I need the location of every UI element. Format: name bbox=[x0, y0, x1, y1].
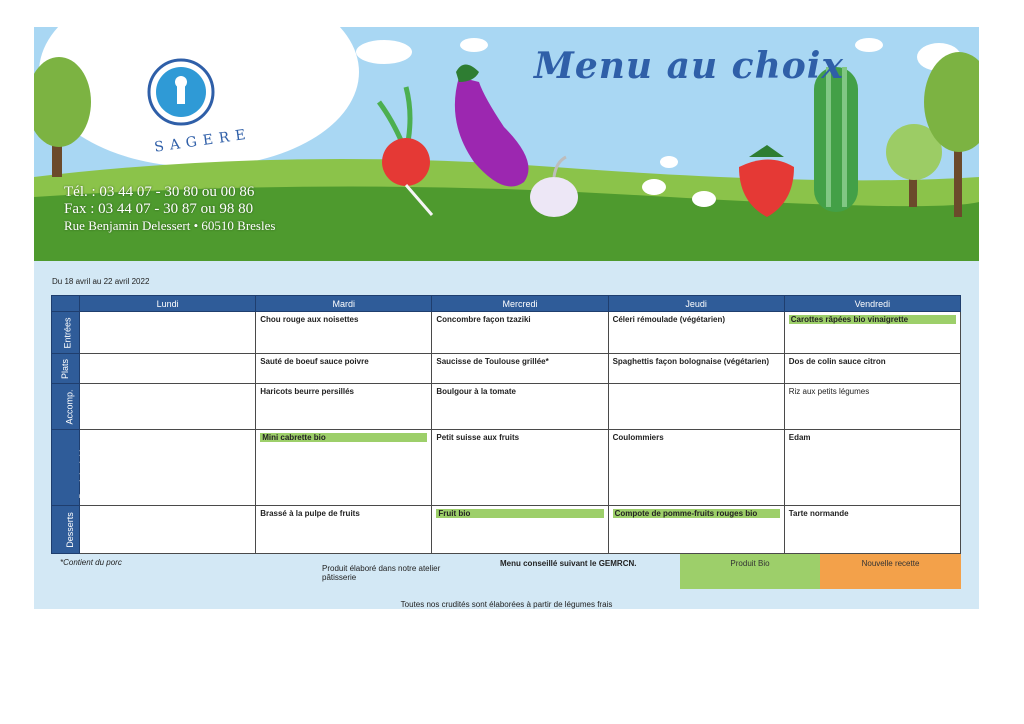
menu-cell: Céleri rémoulade (végétarien) bbox=[608, 312, 784, 354]
menu-cell: Saucisse de Toulouse grillée* bbox=[432, 354, 608, 384]
gemrcn-note: Menu conseillé suivant le GEMRCN. bbox=[500, 559, 637, 568]
legend-new-recipe: Nouvelle recette bbox=[820, 554, 961, 589]
menu-cell: Compote de pomme-fruits rouges bio bbox=[608, 506, 784, 554]
menu-cell bbox=[80, 354, 256, 384]
table-row bbox=[52, 354, 961, 384]
menu-cell bbox=[608, 384, 784, 430]
day-header-row bbox=[52, 296, 961, 312]
menu-cell: Tarte normande bbox=[784, 506, 960, 554]
menu-cell: Fruit bio bbox=[432, 506, 608, 554]
logo-name: SAGERE bbox=[153, 126, 253, 156]
menu-cell: Sauté de boeuf sauce poivre bbox=[256, 354, 432, 384]
row-label: Accomp. bbox=[52, 384, 80, 430]
menu-cell bbox=[80, 384, 256, 430]
page-title: Menu au choix bbox=[534, 45, 844, 87]
day-header: Mardi bbox=[256, 296, 432, 312]
day-header: Vendredi bbox=[784, 296, 960, 312]
menu-cell bbox=[80, 430, 256, 506]
table-row bbox=[52, 506, 961, 554]
legend-bio: Produit Bio bbox=[680, 554, 820, 589]
table-row bbox=[52, 430, 961, 506]
corner-cell bbox=[52, 296, 80, 312]
menu-cell: Boulgour à la tomate bbox=[432, 384, 608, 430]
menu-cell: Edam bbox=[784, 430, 960, 506]
fax-number: Fax : 03 44 07 - 30 87 ou 98 80 bbox=[64, 201, 254, 217]
patisserie-note: Produit élaboré dans notre atelier pâtisserie bbox=[322, 564, 441, 582]
table-row bbox=[52, 312, 961, 354]
phone-number: Tél. : 03 44 07 - 30 80 ou 00 86 bbox=[64, 184, 255, 200]
menu-cell: Chou rouge aux noisettes bbox=[256, 312, 432, 354]
day-header: Lundi bbox=[80, 296, 256, 312]
pork-note: *Contient du porc bbox=[60, 558, 122, 567]
menu-cell: Dos de colin sauce citron bbox=[784, 354, 960, 384]
menu-cell: Riz aux petits légumes bbox=[784, 384, 960, 430]
menu-cell bbox=[80, 506, 256, 554]
header-banner bbox=[34, 27, 979, 261]
menu-cell: Haricots beurre persillés bbox=[256, 384, 432, 430]
menu-cell: Concombre façon tzaziki bbox=[432, 312, 608, 354]
menu-cell bbox=[80, 312, 256, 354]
menu-cell: Carottes râpées bio vinaigrette bbox=[784, 312, 960, 354]
address: Rue Benjamin Delessert • 60510 Bresles bbox=[64, 218, 276, 233]
row-label: Desserts bbox=[52, 506, 80, 554]
table-row bbox=[52, 384, 961, 430]
menu-cell: Mini cabrette bio bbox=[256, 430, 432, 506]
menu-cell: Brassé à la pulpe de fruits bbox=[256, 506, 432, 554]
date-range: Du 18 avril au 22 avril 2022 bbox=[52, 277, 150, 286]
menu-cell: Petit suisse aux fruits bbox=[432, 430, 608, 506]
row-label: Plats bbox=[52, 354, 80, 384]
day-header: Jeudi bbox=[608, 296, 784, 312]
menu-table bbox=[51, 295, 961, 554]
menu-cell: Coulommiers bbox=[608, 430, 784, 506]
menu-sheet bbox=[34, 27, 979, 609]
crudites-note: Toutes nos crudités sont élaborées à partir de légumes frais bbox=[400, 600, 613, 609]
row-label: Entrées bbox=[52, 312, 80, 354]
day-header: Mercredi bbox=[432, 296, 608, 312]
menu-cell: Spaghettis façon bolognaise (végétarien) bbox=[608, 354, 784, 384]
row-label: Produits laitiers bbox=[52, 430, 80, 506]
